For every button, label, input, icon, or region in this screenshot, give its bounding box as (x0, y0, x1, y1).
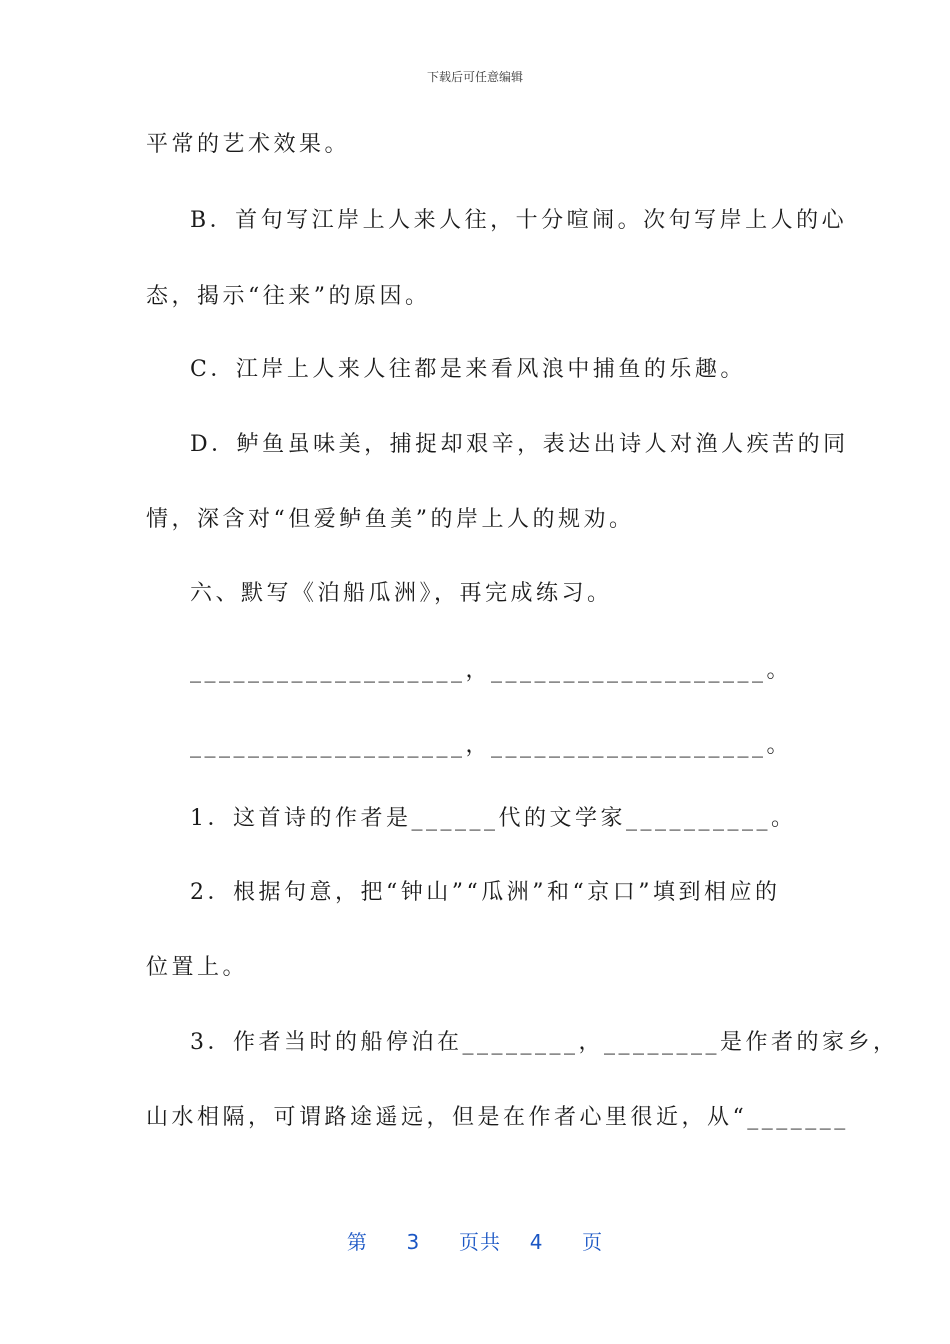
blank-line: ___________________，___________________。 (190, 658, 793, 683)
footer-label: 页 (582, 1230, 604, 1254)
text-line: 平常的艺术效果。 (146, 132, 351, 157)
option-b-line: B．首句写江岸上人来人往，十分喧闹。次句写岸上人的心 (190, 208, 848, 233)
blank-line: ___________________，___________________。 (190, 733, 793, 758)
option-c-line: C．江岸上人来人往都是来看风浪中捕鱼的乐趣。 (190, 357, 746, 382)
question-2: 2．根据句意，把“钟山”“瓜洲”和“京口”填到相应的 (190, 880, 781, 905)
footer-page-current: 3 (406, 1230, 421, 1254)
question-3: 3．作者当时的船停泊在________，________是作者的家乡， (190, 1030, 899, 1055)
footer-label: 第 (346, 1230, 368, 1254)
text-line: 山水相隔，可谓路途遥远，但是在作者心里很近，从“_______ (146, 1105, 849, 1130)
page-footer (0, 1226, 950, 1255)
footer-label: 页共 (459, 1230, 501, 1254)
section-heading: 六、默写《泊船瓜洲》，再完成练习。 (190, 581, 613, 606)
question-1: 1．这首诗的作者是______代的文学家__________。 (190, 806, 797, 831)
text-line: 态，揭示“往来”的原因。 (146, 284, 431, 309)
option-d-line: D．鲈鱼虽味美，捕捉却艰辛，表达出诗人对渔人疾苦的同 (190, 432, 849, 457)
text-line: 位置上。 (146, 955, 249, 980)
text-line: 情，深含对“但爱鲈鱼美”的岸上人的规劝。 (146, 507, 635, 532)
footer-page-total: 4 (529, 1230, 544, 1254)
page-header: 下载后可任意编辑 (426, 70, 523, 84)
